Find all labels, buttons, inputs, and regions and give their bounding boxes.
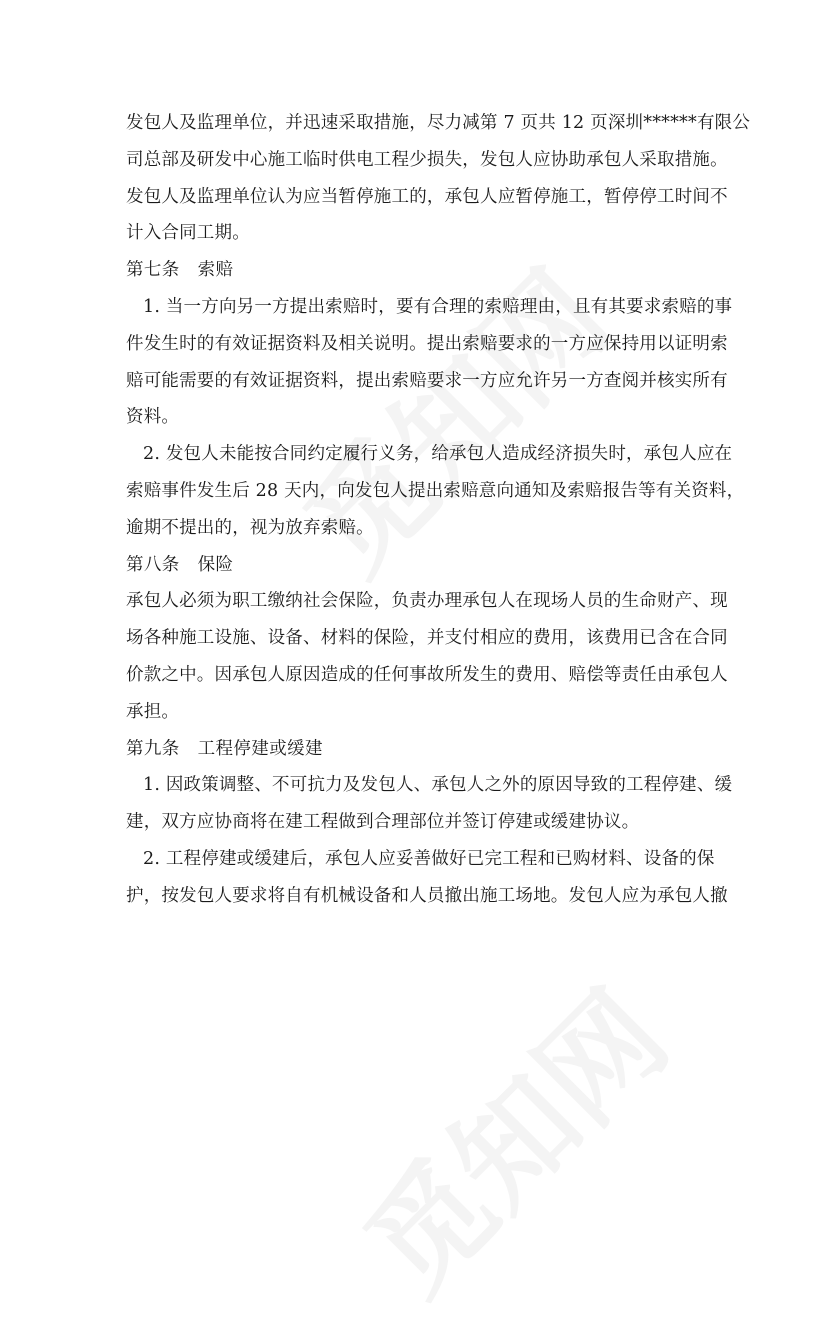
text-line: 场各种施工设施、设备、材料的保险，并支付相应的费用，该费用已含在合同 [126,628,728,649]
watermark [322,948,698,1324]
section-heading: 第七条 索赔 [126,260,234,281]
list-item: 2. 发包人未能按合同约定履行义务，给承包人造成经济损失时，承包人应在 [143,444,733,465]
text-line: 护，按发包人要求将自有机械设备和人员撤出施工场地。发包人应为承包人撤 [126,885,728,906]
section-heading: 第八条 保险 [126,554,234,575]
text-line: 资料。 [126,407,180,428]
text-line: 发包人及监理单位认为应当暂停施工的，承包人应暂停施工，暂停停工时间不 [126,186,728,207]
text-line: 建，双方应协商将在建工程做到合理部位并签订停建或缓建协议。 [126,812,640,833]
list-item: 2. 工程停建或缓建后，承包人应妥善做好已完工程和已购材料、设备的保 [143,848,715,869]
text-line: 发包人及监理单位，并迅速采取措施，尽力减第 7 页共 12 页深圳******有限公 [126,113,751,133]
list-item: 1. 因政策调整、不可抗力及发包人、承包人之外的原因导致的工程停建、缓 [143,775,733,796]
text-line: 承包人必须为职工缴纳社会保险，负责办理承包人在现场人员的生命财产、现 [126,591,728,612]
text-line: 件发生时的有效证据资料及相关说明。提出索赔要求的一方应保持用以证明索 [126,333,728,354]
list-item: 1. 当一方向另一方提出索赔时，要有合理的索赔理由，且有其要求索赔的事 [143,296,733,317]
document-body [126,105,751,915]
text-line: 索赔事件发生后 28 天内，向发包人提出索赔意向通知及索赔报告等有关资料， [126,480,745,501]
text-line: 司总部及研发中心施工临时供电工程少损失，发包人应协助承包人采取措施。 [126,149,728,170]
text-line: 承担。 [126,701,180,722]
text-line: 价款之中。因承包人原因造成的任何事故所发生的费用、赔偿等责任由承包人 [126,664,728,685]
section-heading: 第九条 工程停建或缓建 [126,738,323,759]
text-line: 赔可能需要的有效证据资料，提出索赔要求一方应允许另一方查阅并核实所有 [126,370,728,391]
text-line: 逾期不提出的，视为放弃索赔。 [126,517,374,538]
text-line: 计入合同工期。 [126,223,250,244]
